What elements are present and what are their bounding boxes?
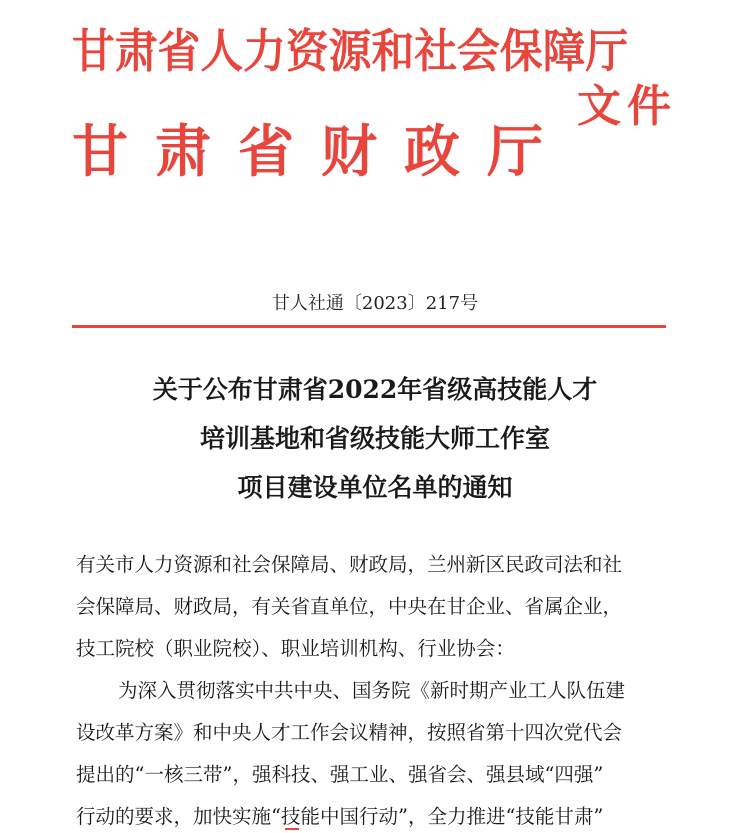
title-line-3: 项目建设单位名单的通知 (237, 473, 513, 502)
title-line-1: 关于公布甘肃省2022年省级高技能人才 (152, 375, 598, 404)
body-line: 提出的“一核三带”，强科技、强工业、强省会、强县域“四强” (76, 763, 604, 786)
body-line: 会保障局、财政局，有关省直单位，中央在甘企业、省属企业， (76, 595, 623, 618)
body-line: 设改革方案》和中央人才工作会议精神，按照省第十四次党代会 (76, 721, 623, 744)
red-divider (72, 325, 666, 328)
body-line: 行动的要求，加快实施“技能中国行动”，全力推进“技能甘肃” (76, 805, 604, 828)
document-number: 甘人社通〔2023〕217号 (271, 293, 479, 314)
title-line-2: 培训基地和省级技能大师工作室 (199, 424, 550, 453)
body-line: 有关市人力资源和社会保障局、财政局，兰州新区民政司法和社 (76, 553, 623, 576)
issuer-name-line1: 甘肃省人力资源和社会保障厅 (72, 24, 629, 78)
body-line: 为深入贯彻落实中共中央、国务院《新时期产业工人队伍建 (118, 679, 626, 702)
issuer-name-line2: 甘肃省财政厅 (72, 119, 570, 185)
body-line: 技工院校（职业院校）、职业培训机构、行业协会： (76, 637, 515, 660)
seal-fragment (285, 828, 299, 833)
document-type-label: 文件 (577, 81, 677, 132)
